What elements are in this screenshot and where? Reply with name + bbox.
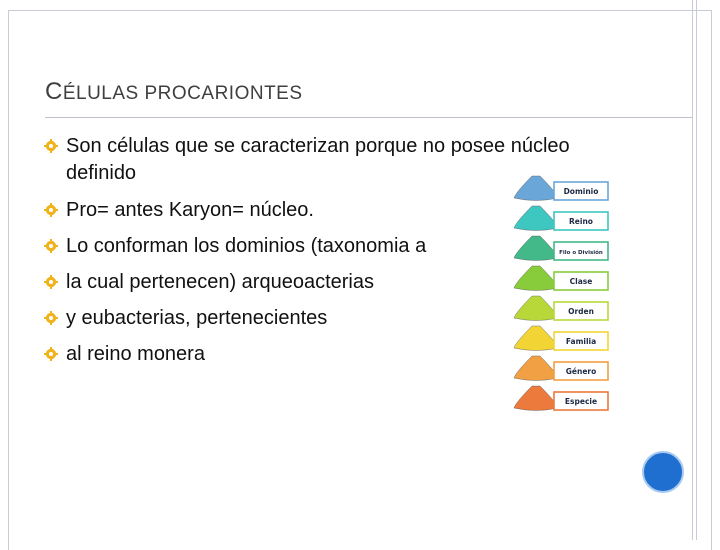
- bullet-text: Lo conforman los dominios (taxonomia a: [66, 235, 427, 257]
- bullet-text: Son células que se caracterizan porque no posee núcleo definido: [66, 135, 570, 184]
- title-initial: C: [45, 78, 63, 105]
- bullet-text: la cual pertenecen) arqueoacterias: [66, 271, 374, 293]
- gear-bullet-icon: [44, 347, 58, 361]
- taxonomy-label: Reino: [569, 217, 593, 226]
- taxonomy-cone: [514, 326, 558, 351]
- taxonomy-label: Clase: [569, 277, 593, 286]
- taxonomy-label: Orden: [568, 307, 594, 316]
- decorative-blue-circle: [642, 451, 684, 493]
- gear-bullet-icon: [44, 139, 58, 153]
- taxonomy-level: [514, 236, 608, 261]
- taxonomy-cone: [514, 356, 558, 381]
- bullet-text: al reino monera: [66, 343, 205, 365]
- title-rest: ÉLULAS PROCARIONTES: [62, 83, 303, 104]
- taxonomy-cone: [514, 386, 558, 411]
- bullet-text: Pro= antes Karyon= núcleo.: [66, 199, 314, 221]
- taxonomy-cone: [514, 236, 558, 261]
- taxonomy-cone: [514, 206, 558, 231]
- gear-bullet-icon: [44, 203, 58, 217]
- taxonomy-level: [514, 356, 608, 381]
- taxonomy-cone: [514, 266, 558, 291]
- taxonomy-label: Dominio: [563, 187, 599, 196]
- taxonomy-hierarchy-illustration: [510, 170, 610, 422]
- taxonomy-label: Género: [565, 367, 597, 376]
- gear-bullet-icon: [44, 311, 58, 325]
- slide-title: [45, 78, 303, 106]
- taxonomy-cone: [514, 176, 558, 201]
- taxonomy-level: [514, 206, 608, 231]
- taxonomy-label: Familia: [565, 337, 597, 346]
- frame-rail-line: [696, 0, 697, 540]
- frame-rail-line: [692, 0, 693, 540]
- taxonomy-level: [514, 266, 608, 291]
- taxonomy-cone: [514, 296, 558, 321]
- bullet-text: y eubacterias, pertenecientes: [66, 307, 328, 329]
- gear-bullet-icon: [44, 239, 58, 253]
- gear-bullet-icon: [44, 275, 58, 289]
- taxonomy-level: [514, 326, 608, 351]
- taxonomy-level: [514, 176, 608, 201]
- taxonomy-label: Especie: [564, 397, 598, 406]
- taxonomy-level: [514, 386, 608, 411]
- taxonomy-level: [514, 296, 608, 321]
- title-divider: [45, 117, 692, 118]
- taxonomy-label: Filo o División: [559, 250, 603, 256]
